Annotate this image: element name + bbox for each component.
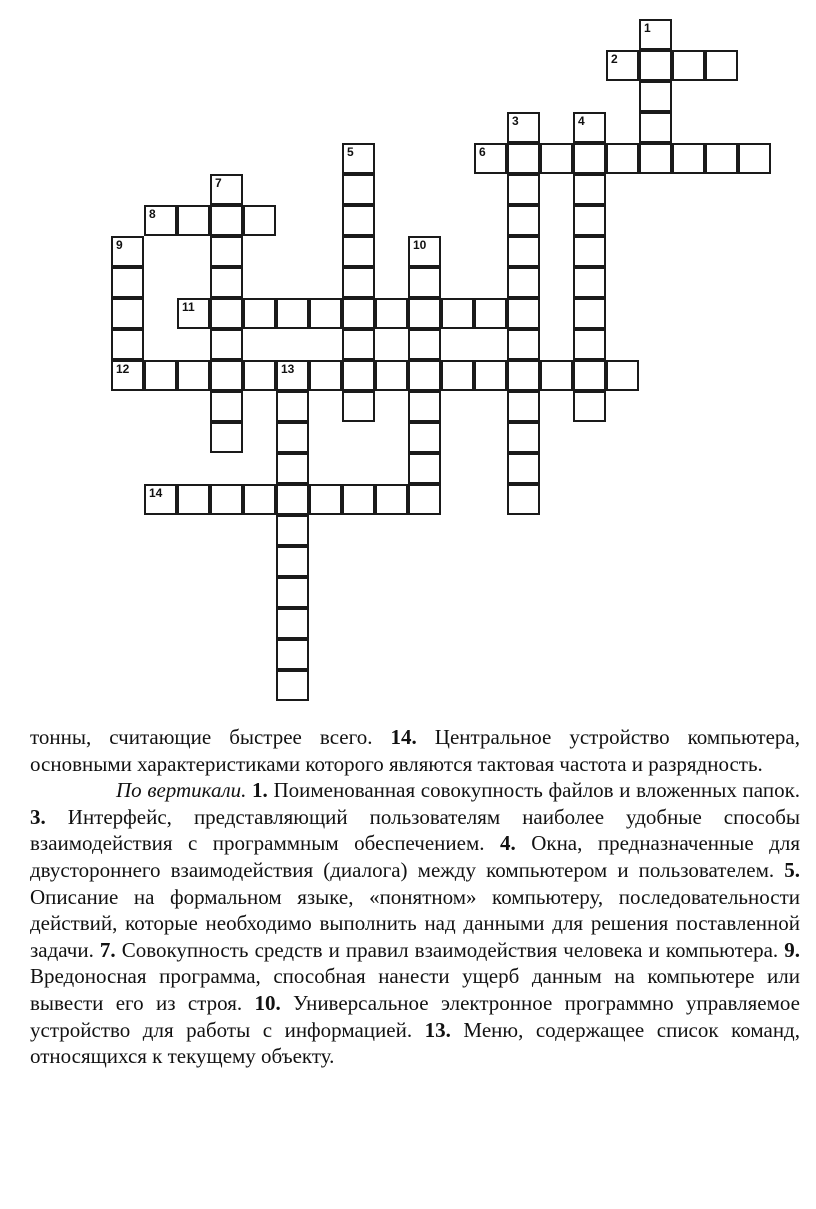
crossword-cell	[507, 360, 540, 391]
crossword-cell	[573, 143, 606, 174]
clue-number: 10.	[254, 990, 281, 1015]
crossword-cell	[441, 360, 474, 391]
cell-number: 13	[281, 362, 295, 376]
crossword-cell	[507, 422, 540, 453]
crossword-cell	[408, 422, 441, 453]
crossword-cell	[177, 298, 210, 329]
crossword-cell	[573, 329, 606, 360]
crossword-cell	[309, 298, 342, 329]
crossword-cell	[342, 143, 375, 174]
crossword-cell	[606, 360, 639, 391]
cell-number: 12	[116, 362, 130, 376]
clue-number: 1.	[246, 778, 268, 803]
crossword-cell	[276, 391, 309, 422]
crossword-cell	[276, 360, 309, 391]
crossword-cell	[573, 267, 606, 298]
cell-number: 11	[182, 300, 195, 314]
crossword-cell	[573, 236, 606, 267]
crossword-cell	[408, 391, 441, 422]
crossword-cell	[210, 267, 243, 298]
crossword-cell	[177, 484, 210, 515]
crossword-cell	[573, 298, 606, 329]
crossword-cell	[111, 267, 144, 298]
crossword-cell	[210, 329, 243, 360]
crossword-cell	[177, 360, 210, 391]
crossword-cell	[474, 360, 507, 391]
crossword-cell	[111, 360, 144, 391]
clue-text: Поименованная совокупность файлов и вложенных папок.	[267, 778, 801, 803]
crossword-cell	[375, 360, 408, 391]
crossword-cell	[573, 360, 606, 391]
crossword-cell	[573, 112, 606, 143]
crossword-cell	[276, 639, 309, 670]
crossword-cell	[573, 174, 606, 205]
crossword-cell	[144, 484, 177, 515]
crossword-cell	[210, 298, 243, 329]
cell-number: 10	[413, 238, 427, 252]
clue-number: 9.	[784, 937, 800, 962]
crossword-cell	[144, 205, 177, 236]
crossword-cell	[408, 453, 441, 484]
crossword-cell	[243, 205, 276, 236]
crossword-cell	[408, 236, 441, 267]
clue-text: Описание на формальном языке, «понятном» компьютеру, последовательности действий, которые необходимо выполнить над данными для решения поставленной задачи.	[30, 884, 800, 962]
crossword-cell	[144, 360, 177, 391]
crossword-cell	[342, 360, 375, 391]
crossword-cell	[507, 236, 540, 267]
crossword-cell	[243, 298, 276, 329]
clues-across-continuation	[30, 724, 800, 777]
cell-number: 7	[215, 176, 222, 190]
crossword-cell	[276, 546, 309, 577]
crossword-cell	[111, 329, 144, 360]
crossword-cell	[639, 112, 672, 143]
crossword-cell	[408, 298, 441, 329]
clue-number: 7.	[99, 937, 116, 962]
crossword-cell	[210, 422, 243, 453]
crossword-cell	[342, 267, 375, 298]
cell-number: 5	[347, 145, 354, 159]
crossword-cell	[210, 360, 243, 391]
crossword-cell	[243, 360, 276, 391]
crossword-cell	[276, 608, 309, 639]
crossword-cell	[639, 19, 672, 50]
crossword-cell	[210, 391, 243, 422]
crossword-cell	[276, 670, 309, 701]
crossword-cell	[408, 484, 441, 515]
crossword-cell	[705, 50, 738, 81]
crossword-cell	[210, 205, 243, 236]
crossword-cell	[276, 422, 309, 453]
crossword-cell	[210, 174, 243, 205]
clue-number: 4.	[499, 831, 516, 856]
crossword-cell	[276, 484, 309, 515]
crossword-cell	[342, 391, 375, 422]
crossword-cell	[309, 484, 342, 515]
crossword-cell	[507, 112, 540, 143]
cell-number: 6	[479, 145, 486, 159]
crossword-cell	[309, 360, 342, 391]
crossword-cell	[177, 205, 210, 236]
crossword-cell	[342, 298, 375, 329]
crossword-cell	[210, 236, 243, 267]
crossword-cell	[342, 484, 375, 515]
clue-text: Окна, предназначенные для двустороннего взаимодействия (диалога) между компьютером и пользователем.	[30, 831, 800, 882]
crossword-cell	[375, 484, 408, 515]
crossword-cell	[408, 329, 441, 360]
cell-number: 14	[149, 486, 163, 500]
crossword-cell	[507, 205, 540, 236]
clue-text: тонны, считающие быстрее всего.	[30, 725, 391, 749]
crossword-cell	[441, 298, 474, 329]
clue-text: Центральное устройство компьютера, основными характеристиками которого являются тактовая частота и разрядность.	[30, 725, 800, 776]
crossword-cell	[672, 50, 705, 81]
crossword-cell	[540, 360, 573, 391]
crossword-cell	[672, 143, 705, 174]
cell-number: 9	[116, 238, 123, 252]
crossword-cell	[276, 515, 309, 546]
down-heading: По вертикали.	[116, 778, 247, 803]
crossword-cell	[210, 484, 243, 515]
crossword-cell	[573, 391, 606, 422]
cell-number: 4	[578, 114, 585, 128]
crossword-cell	[408, 360, 441, 391]
clue-text: Универсальное электронное программно управляемое устройство для работы с информацией.	[30, 990, 800, 1042]
crossword-cell	[738, 143, 771, 174]
crossword-cell	[507, 298, 540, 329]
crossword-cell	[573, 205, 606, 236]
crossword-cell	[639, 50, 672, 81]
clue-number: 14.	[390, 725, 417, 749]
crossword-cell	[507, 143, 540, 174]
cell-number: 3	[512, 114, 519, 128]
crossword-cell	[408, 267, 441, 298]
crossword-cell	[507, 174, 540, 205]
crossword-cell	[540, 143, 573, 174]
crossword-cell	[111, 298, 144, 329]
crossword-cell	[342, 329, 375, 360]
cell-number: 2	[611, 52, 618, 66]
clue-number: 5.	[784, 857, 800, 882]
clue-number: 3.	[30, 804, 46, 829]
crossword-cell	[276, 577, 309, 608]
crossword-cell	[606, 143, 639, 174]
clue-number: 13.	[424, 1017, 451, 1042]
clue-text: Вредоносная программа, способная нанести ущерб данным на компьютере или вывести его из строя.	[30, 964, 800, 1015]
crossword-cell	[507, 484, 540, 515]
cell-number: 8	[149, 207, 156, 221]
crossword-cell	[375, 298, 408, 329]
crossword-cell	[243, 484, 276, 515]
crossword-cell	[111, 236, 144, 267]
clue-text: Совокупность средств и правил взаимодействия человека и компьютера.	[115, 937, 785, 962]
crossword-cell	[639, 81, 672, 112]
crossword-cell	[606, 50, 639, 81]
cell-number: 1	[644, 21, 651, 35]
crossword-cell	[474, 143, 507, 174]
crossword-cell	[639, 143, 672, 174]
clues-text	[30, 724, 800, 1070]
clues-down	[30, 777, 800, 1070]
crossword-cell	[342, 174, 375, 205]
crossword-cell	[507, 391, 540, 422]
crossword-cell	[342, 205, 375, 236]
crossword-cell	[507, 329, 540, 360]
clue-text: Интерфейс, представляющий пользователям наиболее удобные способы взаимодействия с программным обеспечением.	[30, 804, 800, 856]
crossword-cell	[276, 453, 309, 484]
crossword-cell	[705, 143, 738, 174]
crossword-cell	[507, 267, 540, 298]
crossword-cell	[276, 298, 309, 329]
crossword-cell	[342, 236, 375, 267]
clue-text: Меню, содержащее список команд, относящихся к текущему объекту.	[30, 1017, 800, 1069]
crossword-cell	[474, 298, 507, 329]
crossword-cell	[507, 453, 540, 484]
